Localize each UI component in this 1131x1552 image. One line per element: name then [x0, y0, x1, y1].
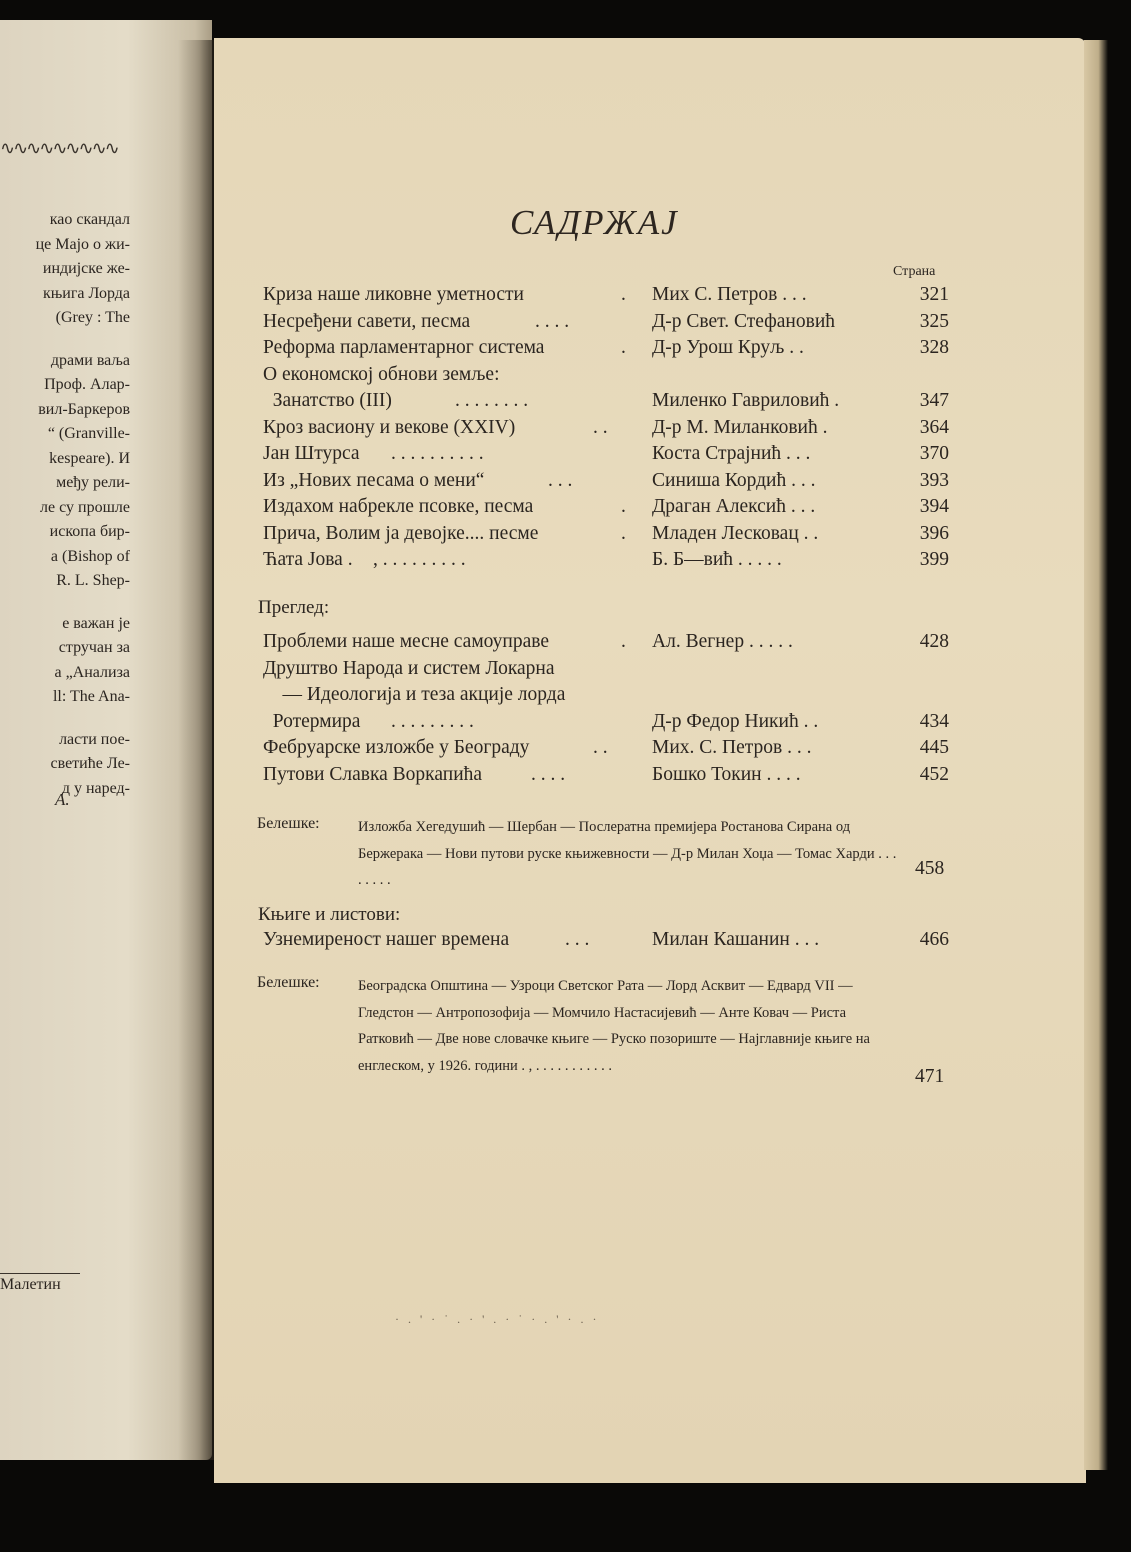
- entry-leader: . . . .: [531, 763, 566, 785]
- left-text-line: це Мајо о жи-: [35, 235, 130, 253]
- left-text-line: индијске же-: [42, 260, 130, 277]
- entry-page: 466: [919, 929, 949, 950]
- entry-title: Проблеми наше месне самоуправе: [263, 631, 550, 652]
- entry-author: Младен Лесковац . .: [652, 522, 819, 544]
- entry-author: Синиша Кордић . . .: [652, 469, 816, 491]
- notes-page-number: 458: [915, 858, 945, 879]
- entry-leader: .: [621, 284, 626, 305]
- left-text-line: “ (Granville-: [47, 425, 130, 442]
- notes-label: Белешке:: [257, 815, 320, 832]
- entry-title: Прича, Волим ја девојке.... песме: [263, 522, 539, 544]
- entry-author: Д-р Федор Никић . .: [652, 710, 819, 732]
- entry-title: Ћата Јова .: [263, 549, 353, 570]
- entry-leader: . .: [593, 737, 608, 758]
- entry-page: 328: [919, 337, 949, 358]
- print-specks: · . ' · ˙ . · ' . · ˙ · . ' · . ·: [395, 1312, 600, 1326]
- entry-title: Фебруарске изложбе у Београду: [263, 737, 530, 758]
- left-footer: Малетин: [0, 1276, 61, 1293]
- ornament-divider: ∿∿∿∿∿∿∿∿∿: [0, 138, 118, 158]
- entry-title: Путови Славка Воркапића: [263, 763, 483, 785]
- entry-title: Узнемиреност нашег времена: [263, 929, 510, 950]
- contents-page: [214, 38, 1086, 1483]
- notes-text: Београдска Општина — Узроци Светског Рата — Лорд Асквит — Едвард VII — Гледстон — Антропозофија — Момчило Настасијевић — Анте Ковач — Риста Ратковић — Две нове словачке књиге — Руско позориште — Најглавније књиге на енглеском, у 1926. години . , . . . . . . . . . . .: [358, 978, 870, 1074]
- entry-leader: .: [621, 522, 626, 544]
- entry-title: — Идеологија и теза акције лорда: [263, 684, 566, 705]
- section-label-books: Књиге и листови:: [258, 904, 401, 925]
- entry-page: 347: [919, 390, 949, 411]
- left-text-line: е важан је: [62, 614, 130, 632]
- notes-text: Изложба Хегедушић — Шербан — Послератна премијера Ростанова Сирана од Бержерака — Нови путови руске књижевности — Д-р Милан Хоџа — Томас Харди . . . . . . . .: [358, 819, 897, 888]
- entry-page: 452: [919, 763, 949, 785]
- entry-author: Бошко Токин . . . .: [652, 763, 801, 785]
- left-text-line: [0, 710, 130, 728]
- entry-author: Б. Б—вић . . . . .: [652, 549, 782, 570]
- entry-author: Мих С. Петров . . .: [652, 284, 807, 305]
- entry-author: Д-р Урош Круљ . .: [652, 337, 804, 358]
- entry-page: 370: [919, 443, 949, 464]
- left-text-line: књига Лорда: [42, 284, 130, 302]
- entry-author: Д-р Свет. Стефановић: [652, 310, 836, 332]
- entry-leader: .: [621, 337, 626, 358]
- left-page-text: [0, 208, 130, 801]
- page-edge: [1084, 40, 1108, 1470]
- entry-author: Мих. С. Петров . . .: [652, 737, 812, 758]
- entry-title: Ротермира: [263, 710, 361, 732]
- left-text-line: светиће Ле-: [50, 755, 130, 772]
- left-text-line: д у наред-: [61, 779, 130, 797]
- left-text-line: међу рели-: [56, 474, 130, 491]
- entry-author: Коста Страјнић . . .: [652, 443, 811, 464]
- page-title: САДРЖАЈ: [510, 203, 679, 242]
- entry-author: Миленко Гавриловић .: [652, 390, 840, 411]
- section-label-review: Преглед:: [258, 597, 330, 618]
- left-text-line: драми ваља: [50, 351, 130, 369]
- notes-label: Белешке:: [257, 974, 320, 991]
- left-text-line: R. L. Shep-: [56, 572, 130, 589]
- left-text-line: (Grey : The: [55, 309, 130, 326]
- entry-page: 394: [919, 496, 949, 517]
- left-text-line: вил-Баркеров: [38, 400, 130, 418]
- entry-title: Кроз васиону и векове (XXIV): [263, 416, 516, 438]
- entry-author: Драган Алексић . . .: [652, 496, 816, 517]
- entry-leader: . .: [593, 416, 608, 438]
- entry-page: 434: [919, 710, 949, 732]
- left-text-line: [0, 594, 130, 612]
- left-text-line: а (Bishop of: [50, 547, 130, 565]
- entry-page: 396: [919, 522, 949, 544]
- entry-title: Јан Штурса: [263, 443, 360, 464]
- footer-rule: [0, 1273, 80, 1274]
- left-text-line: kespeare). И: [49, 449, 130, 467]
- entry-title: Несређени савети, песма: [263, 310, 471, 332]
- left-text-line: ll: The Ana-: [52, 688, 130, 705]
- entry-leader: . . . . . . . .: [455, 390, 529, 411]
- entry-title: Реформа парламентарног система: [263, 337, 545, 358]
- entry-leader: . . .: [548, 469, 573, 491]
- entry-leader: .: [621, 496, 626, 517]
- entry-page: 321: [919, 284, 949, 305]
- entry-leader: .: [621, 631, 626, 652]
- entry-author: Д-р М. Миланковић .: [652, 416, 828, 438]
- entry-page: 399: [919, 549, 949, 570]
- entry-title: Занатство (III): [263, 390, 392, 411]
- left-text-line: Проф. Алар-: [44, 376, 130, 393]
- entry-title: Криза наше ликовне уметности: [263, 284, 524, 305]
- entry-page: 393: [919, 469, 949, 491]
- entry-page: 325: [919, 310, 949, 332]
- left-text-line: ископа бир-: [49, 523, 130, 540]
- entry-page: 364: [919, 416, 949, 438]
- entry-leader: . . . . . . . . . .: [391, 443, 484, 464]
- entry-page: 428: [919, 631, 949, 652]
- left-text-line: ле су прошле: [40, 498, 130, 516]
- left-text-line: стручан за: [58, 639, 130, 656]
- entry-title: Друштво Народа и систем Локарна: [263, 657, 555, 679]
- book-spine-shadow: [178, 40, 214, 1460]
- entry-author: Милан Кашанин . . .: [652, 929, 820, 950]
- left-text-line: ласти пое-: [59, 730, 130, 748]
- author-initial: А.: [55, 790, 70, 809]
- entry-leader: , . . . . . . . . .: [373, 549, 466, 570]
- entry-title: Издахом набрекле псовке, песма: [263, 496, 534, 517]
- notes-page-number: 471: [915, 1066, 945, 1087]
- entry-title: О економској обнови земље:: [263, 363, 500, 385]
- entry-leader: . . .: [565, 929, 590, 950]
- entry-page: 445: [919, 737, 949, 758]
- left-text-line: а „Анализа: [54, 663, 130, 681]
- entry-author: Ал. Вегнер . . . . .: [652, 631, 793, 652]
- page-column-header: Страна: [893, 264, 936, 279]
- entry-leader: . . . . . . . . .: [391, 710, 474, 732]
- entry-title: Из „Нових песама о мени“: [263, 469, 485, 491]
- left-text-line: као скандал: [49, 211, 130, 228]
- entry-leader: . . . .: [535, 310, 570, 332]
- left-text-line: [0, 331, 130, 349]
